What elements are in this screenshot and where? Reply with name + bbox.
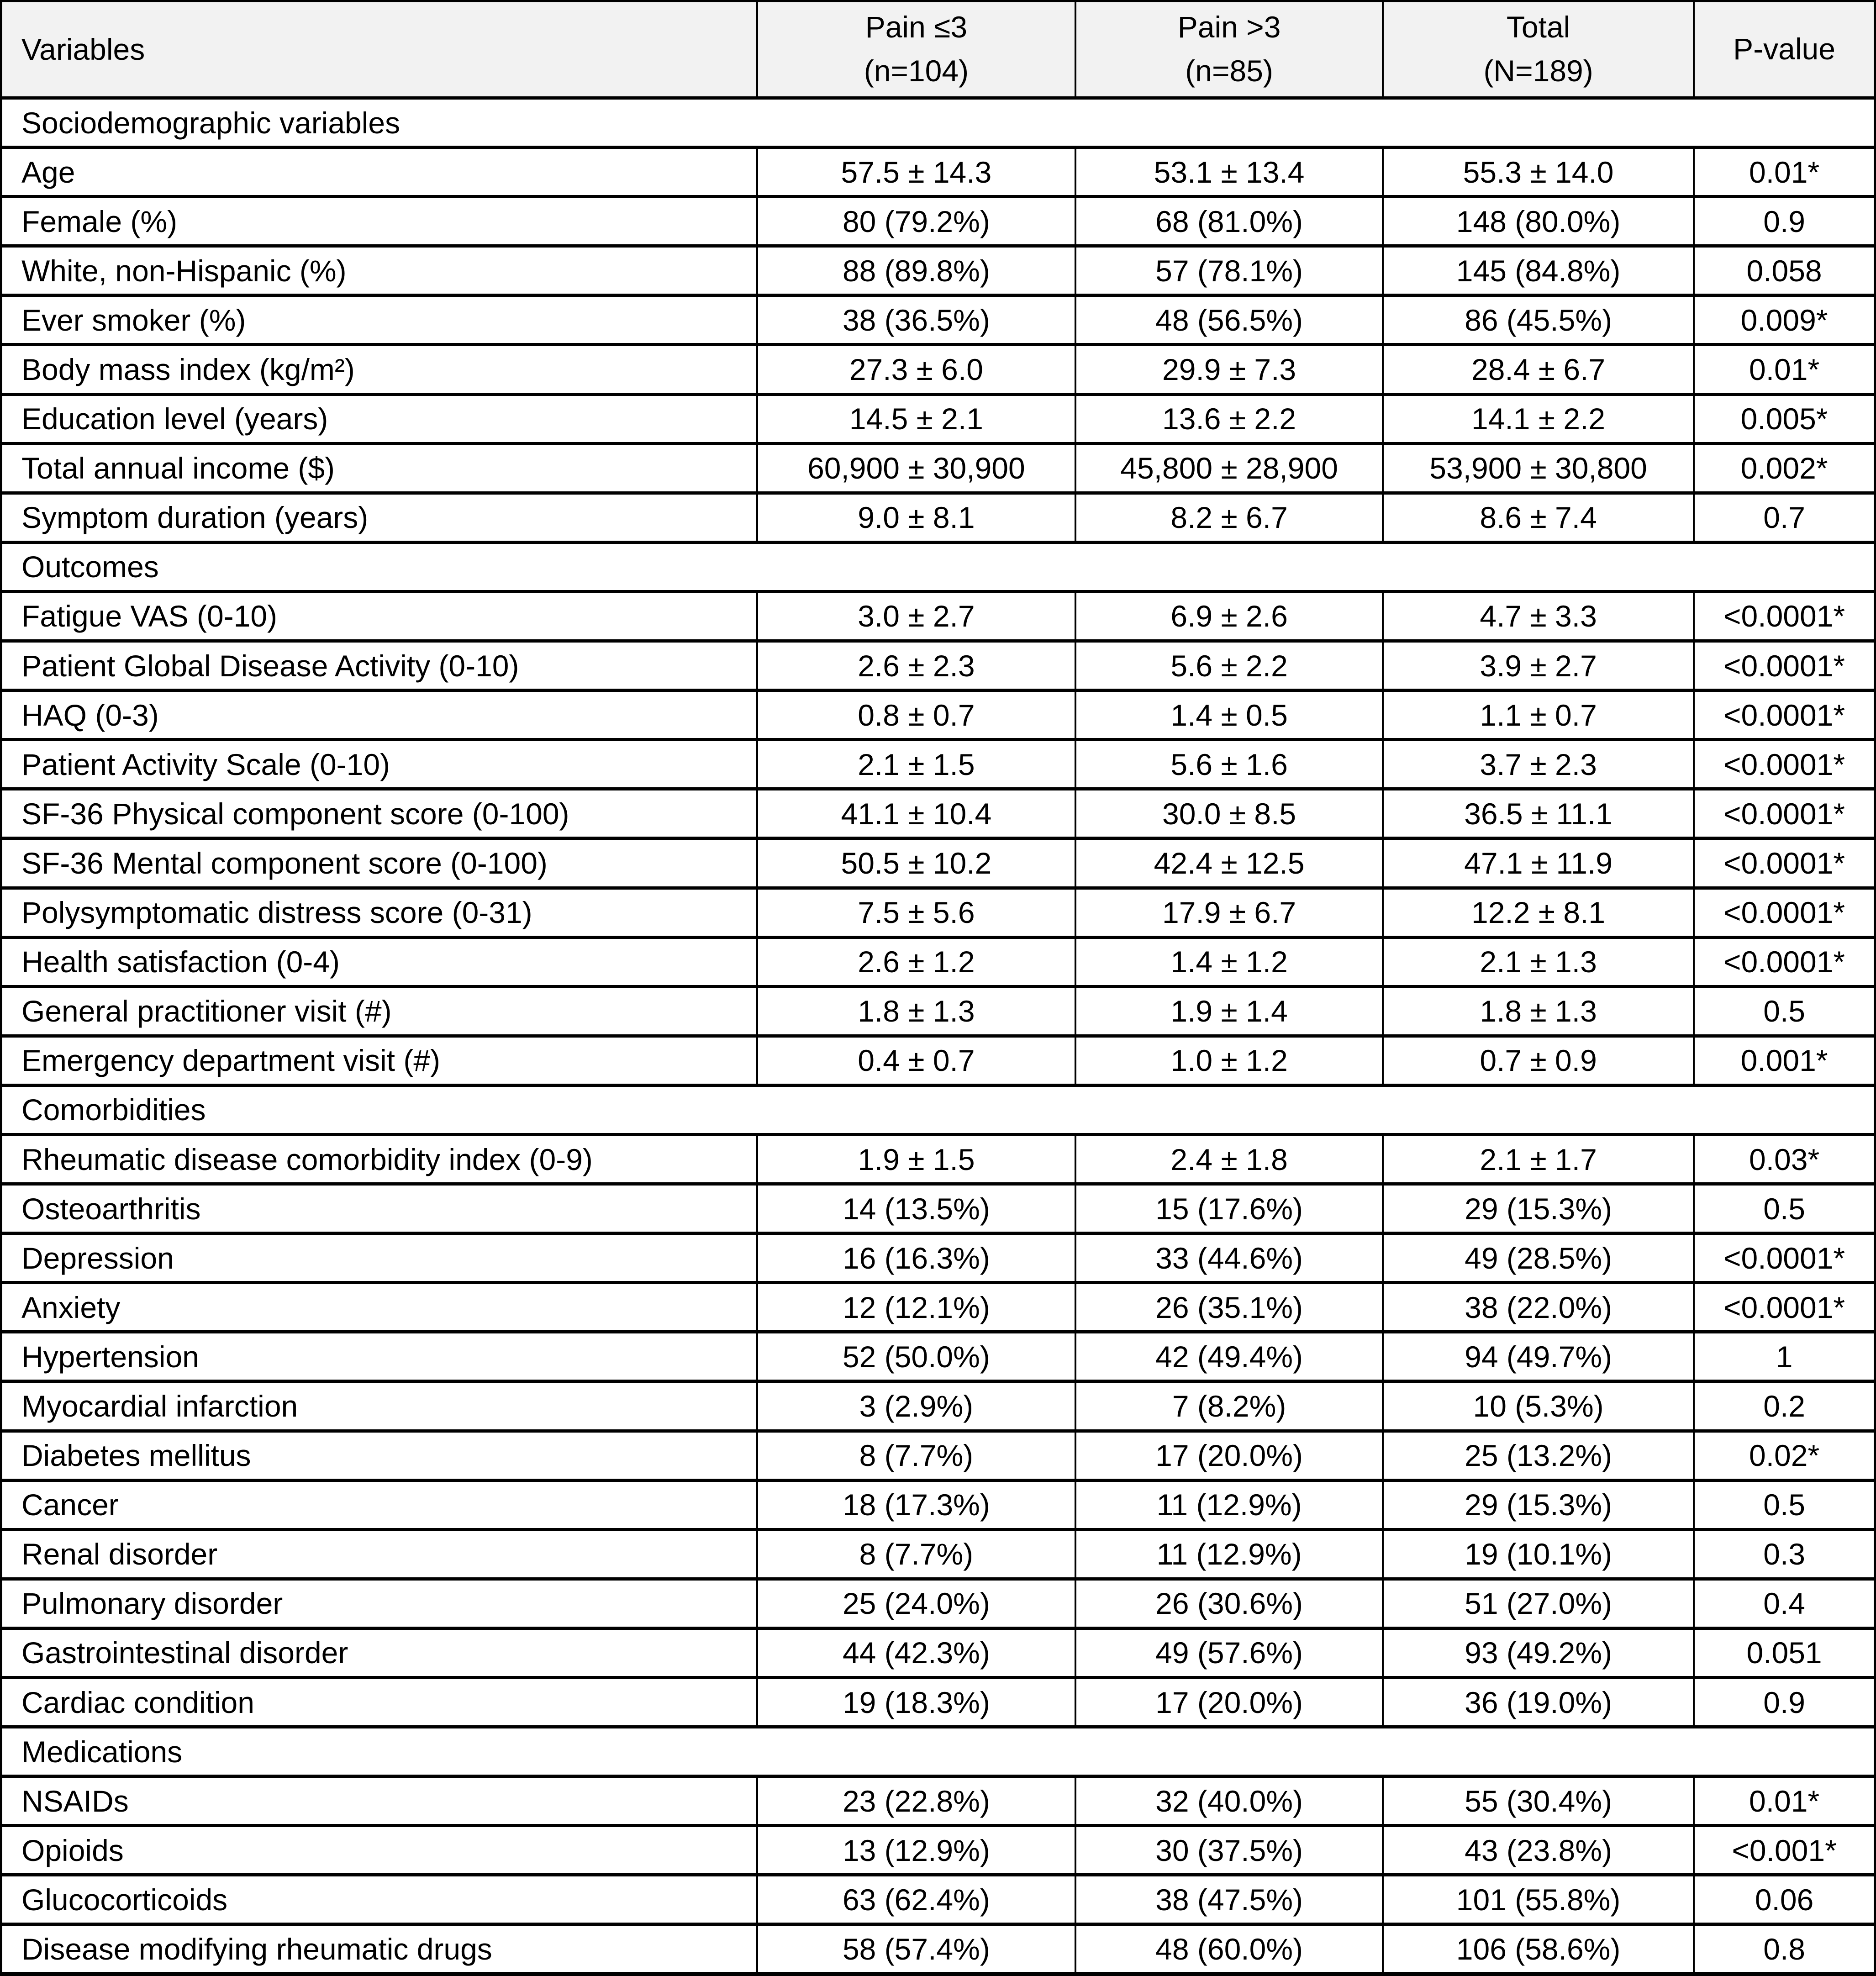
variable-cell: Age [1,148,757,197]
value-pain-le3: 2.1 ± 1.5 [757,740,1076,789]
table-row [1,246,1875,295]
table-row [1,1678,1875,1727]
table-row [1,690,1875,740]
value-p-value: <0.0001* [1694,690,1875,740]
table-row [1,838,1875,888]
value-p-value: 0.001* [1694,1036,1875,1085]
value-total: 106 (58.6%) [1383,1924,1694,1974]
table-row [1,1431,1875,1480]
variable-cell: White, non-Hispanic (%) [1,246,757,295]
value-total: 14.1 ± 2.2 [1383,394,1694,443]
variable-cell: Ever smoker (%) [1,295,757,345]
value-pain-le3: 14 (13.5%) [757,1184,1076,1233]
table-row [1,986,1875,1036]
table-row [1,1233,1875,1283]
value-p-value: 0.9 [1694,197,1875,246]
table-row [1,1826,1875,1875]
value-total: 29 (15.3%) [1383,1184,1694,1233]
value-total: 36.5 ± 11.1 [1383,789,1694,838]
header-variables: Variables [1,1,757,98]
value-p-value: 0.01* [1694,345,1875,394]
table-row [1,1875,1875,1924]
value-pain-gt3: 2.4 ± 1.8 [1075,1134,1383,1184]
value-pain-gt3: 15 (17.6%) [1075,1184,1383,1233]
header-total-line2: (N=189) [1483,54,1593,88]
header-total-line1: Total [1506,10,1570,44]
variable-cell: Fatigue VAS (0-10) [1,591,757,641]
value-pain-le3: 2.6 ± 2.3 [757,641,1076,690]
value-pain-le3: 0.8 ± 0.7 [757,690,1076,740]
value-p-value: <0.0001* [1694,937,1875,986]
table-row [1,888,1875,937]
section-title: Medications [1,1727,1875,1776]
value-pain-le3: 1.8 ± 1.3 [757,986,1076,1036]
value-pain-gt3: 42 (49.4%) [1075,1332,1383,1381]
variable-cell: Diabetes mellitus [1,1431,757,1480]
value-pain-le3: 13 (12.9%) [757,1826,1076,1875]
header-pain-gt3-line1: Pain >3 [1177,10,1281,44]
table-row [1,1628,1875,1677]
value-p-value: 0.01* [1694,1776,1875,1826]
value-p-value: 0.7 [1694,493,1875,542]
variable-cell: Symptom duration (years) [1,493,757,542]
value-total: 51 (27.0%) [1383,1579,1694,1628]
header-p-value-line1: P-value [1733,32,1835,66]
value-pain-le3: 7.5 ± 5.6 [757,888,1076,937]
value-pain-gt3: 5.6 ± 2.2 [1075,641,1383,690]
value-p-value: 0.3 [1694,1529,1875,1579]
value-total: 53,900 ± 30,800 [1383,443,1694,493]
variable-cell: Patient Activity Scale (0-10) [1,740,757,789]
value-total: 4.7 ± 3.3 [1383,591,1694,641]
section-title: Sociodemographic variables [1,98,1875,148]
section-row [1,98,1875,148]
header-pain-gt3-line2: (n=85) [1185,54,1273,88]
section-title: Outcomes [1,542,1875,591]
value-pain-gt3: 17 (20.0%) [1075,1678,1383,1727]
value-pain-le3: 1.9 ± 1.5 [757,1134,1076,1184]
value-total: 101 (55.8%) [1383,1875,1694,1924]
value-pain-gt3: 5.6 ± 1.6 [1075,740,1383,789]
variable-cell: HAQ (0-3) [1,690,757,740]
value-pain-gt3: 68 (81.0%) [1075,197,1383,246]
value-pain-gt3: 38 (47.5%) [1075,1875,1383,1924]
value-pain-gt3: 30.0 ± 8.5 [1075,789,1383,838]
table-row [1,789,1875,838]
value-p-value: 0.005* [1694,394,1875,443]
table-row [1,197,1875,246]
value-pain-gt3: 11 (12.9%) [1075,1529,1383,1579]
value-pain-gt3: 48 (60.0%) [1075,1924,1383,1974]
value-total: 145 (84.8%) [1383,246,1694,295]
section-title: Comorbidities [1,1085,1875,1134]
value-total: 1.1 ± 0.7 [1383,690,1694,740]
value-p-value: <0.0001* [1694,740,1875,789]
value-total: 0.7 ± 0.9 [1383,1036,1694,1085]
variable-cell: General practitioner visit (#) [1,986,757,1036]
value-p-value: 0.06 [1694,1875,1875,1924]
variable-cell: Rheumatic disease comorbidity index (0-9) [1,1134,757,1184]
header-pain-le3-line1: Pain ≤3 [865,10,968,44]
value-p-value: 0.2 [1694,1381,1875,1431]
value-pain-le3: 27.3 ± 6.0 [757,345,1076,394]
value-pain-le3: 8 (7.7%) [757,1431,1076,1480]
value-pain-le3: 3 (2.9%) [757,1381,1076,1431]
value-total: 94 (49.7%) [1383,1332,1694,1381]
value-p-value: <0.0001* [1694,789,1875,838]
value-total: 10 (5.3%) [1383,1381,1694,1431]
header-pain-le3-line2: (n=104) [864,54,969,88]
table-row [1,1036,1875,1085]
variable-cell: SF-36 Physical component score (0-100) [1,789,757,838]
value-p-value: 0.058 [1694,246,1875,295]
table-row [1,394,1875,443]
variable-cell: Total annual income ($) [1,443,757,493]
value-pain-gt3: 6.9 ± 2.6 [1075,591,1383,641]
variable-cell: Myocardial infarction [1,1381,757,1431]
variable-cell: Cancer [1,1480,757,1529]
value-pain-le3: 3.0 ± 2.7 [757,591,1076,641]
value-pain-le3: 16 (16.3%) [757,1233,1076,1283]
table-row [1,493,1875,542]
value-pain-le3: 25 (24.0%) [757,1579,1076,1628]
value-total: 148 (80.0%) [1383,197,1694,246]
table-header [1,1,1875,98]
value-pain-le3: 57.5 ± 14.3 [757,148,1076,197]
value-pain-le3: 23 (22.8%) [757,1776,1076,1826]
value-p-value: <0.001* [1694,1826,1875,1875]
value-p-value: 0.02* [1694,1431,1875,1480]
value-total: 2.1 ± 1.3 [1383,937,1694,986]
value-p-value: <0.0001* [1694,591,1875,641]
value-pain-gt3: 26 (30.6%) [1075,1579,1383,1628]
value-pain-le3: 80 (79.2%) [757,197,1076,246]
table-row [1,1134,1875,1184]
value-total: 28.4 ± 6.7 [1383,345,1694,394]
value-total: 43 (23.8%) [1383,1826,1694,1875]
value-total: 19 (10.1%) [1383,1529,1694,1579]
variable-cell: SF-36 Mental component score (0-100) [1,838,757,888]
value-pain-le3: 41.1 ± 10.4 [757,789,1076,838]
table-row [1,345,1875,394]
value-pain-gt3: 49 (57.6%) [1075,1628,1383,1677]
value-pain-gt3: 11 (12.9%) [1075,1480,1383,1529]
value-pain-le3: 63 (62.4%) [757,1875,1076,1924]
value-pain-le3: 58 (57.4%) [757,1924,1076,1974]
header-pain-le3 [757,1,1076,98]
value-pain-le3: 50.5 ± 10.2 [757,838,1076,888]
variable-cell: Anxiety [1,1283,757,1332]
value-pain-gt3: 1.4 ± 1.2 [1075,937,1383,986]
value-p-value: 0.5 [1694,1184,1875,1233]
header-p-value [1694,1,1875,98]
value-total: 86 (45.5%) [1383,295,1694,345]
value-total: 3.7 ± 2.3 [1383,740,1694,789]
variable-cell: Emergency department visit (#) [1,1036,757,1085]
value-p-value: 0.051 [1694,1628,1875,1677]
value-pain-gt3: 1.9 ± 1.4 [1075,986,1383,1036]
value-pain-le3: 60,900 ± 30,900 [757,443,1076,493]
value-pain-le3: 0.4 ± 0.7 [757,1036,1076,1085]
table-row [1,148,1875,197]
value-total: 1.8 ± 1.3 [1383,986,1694,1036]
value-pain-gt3: 53.1 ± 13.4 [1075,148,1383,197]
value-pain-gt3: 17 (20.0%) [1075,1431,1383,1480]
value-pain-le3: 44 (42.3%) [757,1628,1076,1677]
value-pain-gt3: 33 (44.6%) [1075,1233,1383,1283]
value-pain-le3: 9.0 ± 8.1 [757,493,1076,542]
value-p-value: <0.0001* [1694,1283,1875,1332]
value-p-value: <0.0001* [1694,838,1875,888]
value-total: 55 (30.4%) [1383,1776,1694,1826]
table-row [1,1332,1875,1381]
variable-cell: Education level (years) [1,394,757,443]
value-total: 93 (49.2%) [1383,1628,1694,1677]
value-pain-le3: 19 (18.3%) [757,1678,1076,1727]
variable-cell: Health satisfaction (0-4) [1,937,757,986]
header-total [1383,1,1694,98]
value-pain-le3: 38 (36.5%) [757,295,1076,345]
variable-cell: Body mass index (kg/m²) [1,345,757,394]
table-row [1,1924,1875,1974]
variable-cell: NSAIDs [1,1776,757,1826]
value-pain-gt3: 48 (56.5%) [1075,295,1383,345]
value-p-value: 0.4 [1694,1579,1875,1628]
value-pain-gt3: 8.2 ± 6.7 [1075,493,1383,542]
value-total: 25 (13.2%) [1383,1431,1694,1480]
value-pain-gt3: 30 (37.5%) [1075,1826,1383,1875]
value-p-value: <0.0001* [1694,888,1875,937]
variable-cell: Osteoarthritis [1,1184,757,1233]
variable-cell: Polysymptomatic distress score (0-31) [1,888,757,937]
table-row [1,1776,1875,1826]
table-row [1,641,1875,690]
value-p-value: 0.03* [1694,1134,1875,1184]
value-pain-gt3: 29.9 ± 7.3 [1075,345,1383,394]
value-pain-le3: 88 (89.8%) [757,246,1076,295]
value-total: 12.2 ± 8.1 [1383,888,1694,937]
variable-cell: Pulmonary disorder [1,1579,757,1628]
value-total: 38 (22.0%) [1383,1283,1694,1332]
table-row [1,443,1875,493]
table-body [1,98,1875,1974]
table-row [1,1381,1875,1431]
value-p-value: 0.9 [1694,1678,1875,1727]
variable-cell: Disease modifying rheumatic drugs [1,1924,757,1974]
value-total: 47.1 ± 11.9 [1383,838,1694,888]
value-total: 29 (15.3%) [1383,1480,1694,1529]
value-pain-le3: 14.5 ± 2.1 [757,394,1076,443]
section-row [1,1085,1875,1134]
value-total: 8.6 ± 7.4 [1383,493,1694,542]
variable-cell: Depression [1,1233,757,1283]
value-p-value: 0.01* [1694,148,1875,197]
value-pain-gt3: 26 (35.1%) [1075,1283,1383,1332]
value-pain-le3: 18 (17.3%) [757,1480,1076,1529]
value-pain-gt3: 42.4 ± 12.5 [1075,838,1383,888]
variable-cell: Gastrointestinal disorder [1,1628,757,1677]
table-row [1,740,1875,789]
variable-cell: Patient Global Disease Activity (0-10) [1,641,757,690]
value-pain-le3: 2.6 ± 1.2 [757,937,1076,986]
section-row [1,542,1875,591]
variable-cell: Renal disorder [1,1529,757,1579]
value-p-value: 0.009* [1694,295,1875,345]
table-row [1,591,1875,641]
variable-cell: Hypertension [1,1332,757,1381]
value-total: 55.3 ± 14.0 [1383,148,1694,197]
value-pain-gt3: 32 (40.0%) [1075,1776,1383,1826]
variable-cell: Cardiac condition [1,1678,757,1727]
value-p-value: 0.002* [1694,443,1875,493]
value-p-value: 0.5 [1694,1480,1875,1529]
table-row [1,1283,1875,1332]
value-pain-le3: 52 (50.0%) [757,1332,1076,1381]
value-pain-gt3: 45,800 ± 28,900 [1075,443,1383,493]
table-row [1,1579,1875,1628]
value-total: 3.9 ± 2.7 [1383,641,1694,690]
value-pain-le3: 12 (12.1%) [757,1283,1076,1332]
table-row [1,937,1875,986]
variable-cell: Female (%) [1,197,757,246]
value-total: 36 (19.0%) [1383,1678,1694,1727]
value-pain-le3: 8 (7.7%) [757,1529,1076,1579]
value-p-value: 1 [1694,1332,1875,1381]
value-p-value: <0.0001* [1694,1233,1875,1283]
value-pain-gt3: 17.9 ± 6.7 [1075,888,1383,937]
table-row [1,1480,1875,1529]
value-p-value: 0.8 [1694,1924,1875,1974]
value-p-value: 0.5 [1694,986,1875,1036]
table-row [1,295,1875,345]
table-row [1,1529,1875,1579]
section-row [1,1727,1875,1776]
value-total: 2.1 ± 1.7 [1383,1134,1694,1184]
variable-cell: Opioids [1,1826,757,1875]
value-pain-gt3: 57 (78.1%) [1075,246,1383,295]
value-pain-gt3: 13.6 ± 2.2 [1075,394,1383,443]
value-pain-gt3: 7 (8.2%) [1075,1381,1383,1431]
header-row [1,1,1875,98]
header-pain-gt3 [1075,1,1383,98]
value-pain-gt3: 1.4 ± 0.5 [1075,690,1383,740]
value-p-value: <0.0001* [1694,641,1875,690]
value-total: 49 (28.5%) [1383,1233,1694,1283]
table-row [1,1184,1875,1233]
variable-cell: Glucocorticoids [1,1875,757,1924]
value-pain-gt3: 1.0 ± 1.2 [1075,1036,1383,1085]
